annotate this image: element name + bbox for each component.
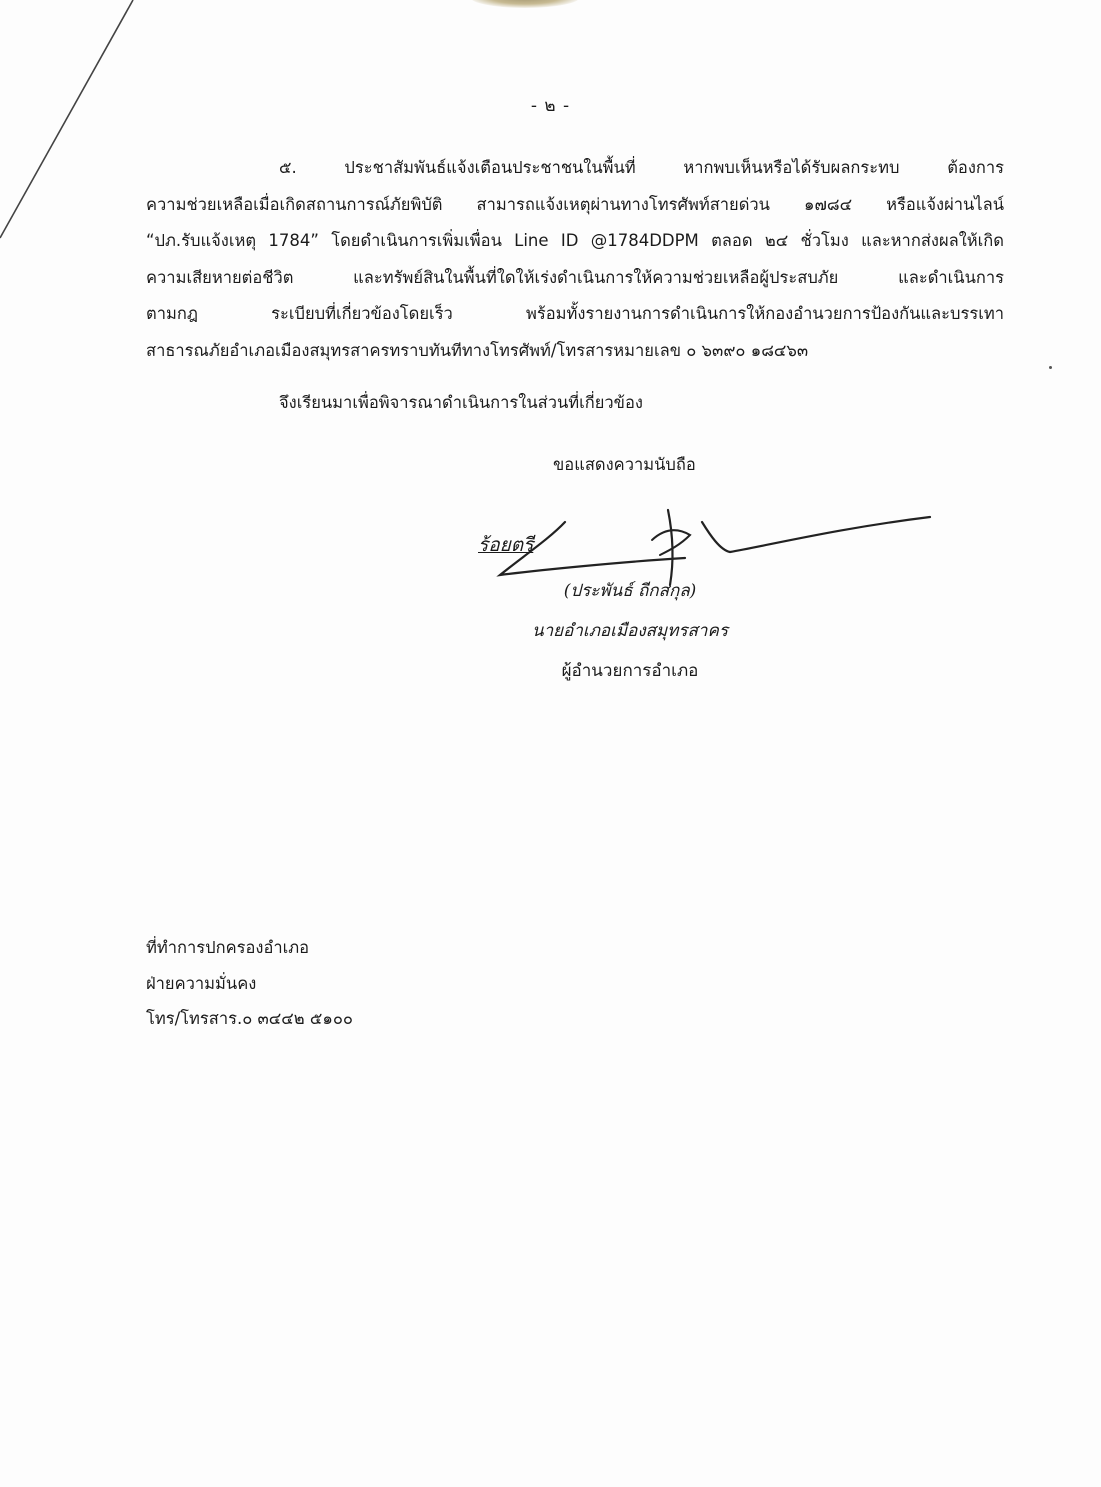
paragraph-line: ๕. ประชาสัมพันธ์แจ้งเตือนประชาชนในพื้นที่ หากพบเห็นหรือได้รับผลกระทบ ต้องการ	[279, 158, 1004, 177]
paragraph-line: สาธารณภัยอำเภอเมืองสมุทรสาครทราบทันทีทางโทรศัพท์/โทรสารหมายเลข ๐ ๖๓๙๐ ๑๘๔๖๓	[146, 340, 809, 360]
signature-block	[530, 571, 730, 691]
top-smudge-mark	[470, 0, 580, 8]
signer-role: ผู้อำนวยการอำเภอ	[561, 661, 699, 681]
salutation: ขอแสดงความนับถือ	[553, 455, 696, 474]
footer-office: ที่ทำการปกครองอำเภอ	[146, 938, 310, 957]
paragraph-line: “ปภ.รับแจ้งเหตุ 1784” โดยดำเนินการเพิ่มเพื่อน Line ID @1784DDPM ตลอด ๒๔ ชั่วโมง และหากส่งผลให้เกิด	[146, 231, 1004, 250]
signer-name: (ประพันธ์ ถีกสกุล)	[563, 581, 697, 601]
body-paragraph	[146, 150, 1004, 369]
signature-rank: ร้อยตรี	[478, 534, 534, 556]
paragraph-line: ความช่วยเหลือเมื่อเกิดสถานการณ์ภัยพิบัติ สามารถแจ้งเหตุผ่านทางโทรศัพท์สายด่วน ๑๗๘๔ หรือแจ้งผ่านไลน์	[146, 194, 1004, 214]
closing-sentence: จึงเรียนมาเพื่อพิจารณาดำเนินการในส่วนที่เกี่ยวข้อง	[279, 393, 643, 412]
footer-phone: โทร/โทรสาร.๐ ๓๔๔๒ ๕๑๐๐	[146, 1009, 353, 1028]
footer-contact	[146, 930, 353, 1037]
signer-position: นายอำเภอเมืองสมุทรสาคร	[532, 621, 728, 641]
page-number: - ๒ -	[530, 96, 571, 116]
dust-speck	[1049, 366, 1052, 369]
footer-department: ฝ่ายความมั่นคง	[146, 973, 257, 993]
paragraph-line: ความเสียหายต่อชีวิต และทรัพย์สินในพื้นที่ใดให้เร่งดำเนินการให้ความช่วยเหลือผู้ประสบภัย และดำเนินการ	[146, 267, 1004, 287]
paragraph-line: ตามกฎ ระเบียบที่เกี่ยวข้องโดยเร็ว พร้อมทั้งรายงานการดำเนินการให้กองอำนวยการป้องกันและบรรเทา	[146, 304, 1004, 323]
